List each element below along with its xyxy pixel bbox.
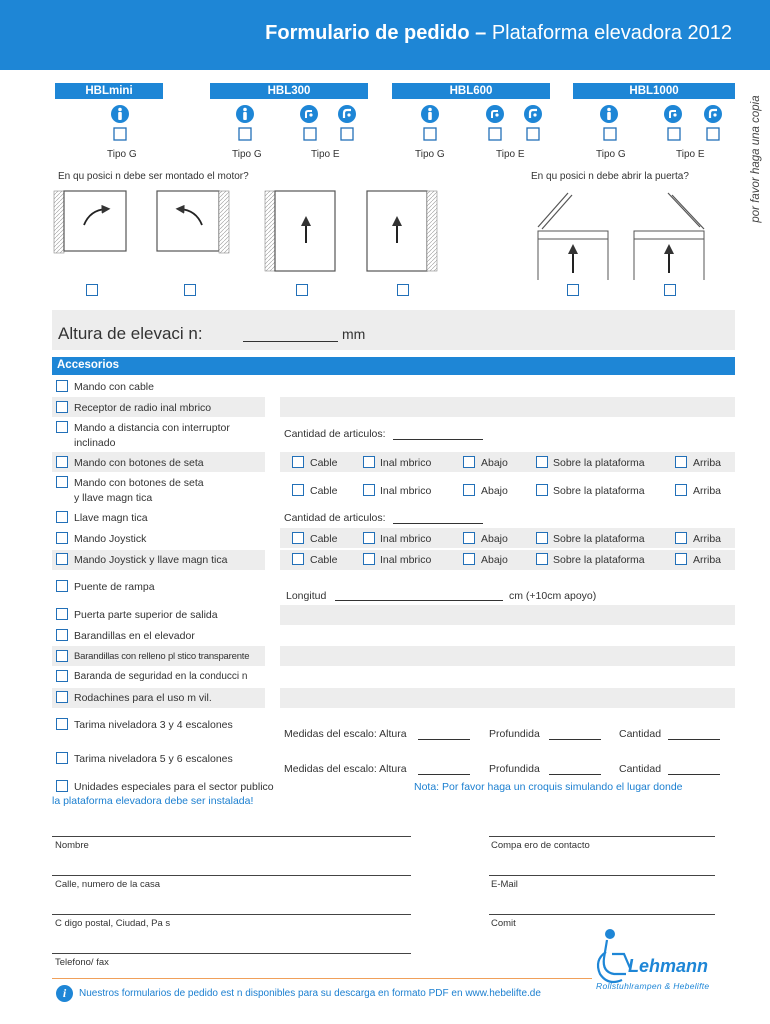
cantidad-label-4: Cantidad	[619, 763, 662, 775]
note-line-2: la plataforma elevadora debe ser instalada!	[52, 795, 254, 807]
side-note: por favor haga una copia	[750, 95, 762, 223]
motor-question: En qu posici n debe ser montado el motor?	[58, 171, 249, 182]
longitud-label: Longitud	[286, 590, 327, 602]
altura-input-1[interactable]	[418, 739, 470, 740]
checkbox-arriba[interactable]	[675, 553, 687, 565]
checkbox-motor-tall-right[interactable]	[397, 284, 409, 296]
checkbox-mando-distancia[interactable]	[56, 421, 68, 433]
model-hblmini: HBLmini	[55, 83, 163, 99]
cantidad-input-1[interactable]	[393, 439, 483, 440]
checkbox-sobre-plataforma[interactable]	[536, 456, 548, 468]
opt-inalambrico: Inal mbrico	[380, 485, 432, 497]
checkbox-barandillas[interactable]	[56, 629, 68, 641]
checkbox-tarima-5-6[interactable]	[56, 752, 68, 764]
checkbox-mini-g	[114, 128, 126, 140]
checkbox-receptor-radio[interactable]	[56, 401, 68, 413]
model-hbl1000: HBL1000	[573, 83, 735, 99]
checkbox-inalambrico[interactable]	[363, 553, 375, 565]
checkbox-rodachines[interactable]	[56, 691, 68, 703]
diagram-motor-right-tall	[367, 191, 437, 271]
acc-botones-seta-llave-2: y llave magn tica	[74, 492, 153, 504]
acc-mando-cable: Mando con cable	[74, 381, 154, 393]
opt-arriba: Arriba	[693, 554, 722, 566]
tipo-1000-g: Tipo G	[596, 149, 626, 160]
acc-llave-magnetica: Llave magn tica	[74, 512, 148, 524]
acc-tarima-3-4: Tarima niveladora 3 y 4 escalones	[74, 719, 233, 731]
lift-height-label: Altura de elevaci n:	[58, 324, 203, 343]
acc-barandillas: Barandillas en el elevador	[74, 630, 195, 642]
row-bg	[280, 397, 735, 417]
cantidad-input-4[interactable]	[668, 774, 720, 775]
email-input[interactable]	[489, 875, 715, 876]
diagram-motor-right	[54, 191, 126, 253]
nombre-label: Nombre	[55, 840, 89, 851]
checkbox-door-right[interactable]	[664, 284, 676, 296]
postal-input[interactable]	[52, 914, 411, 915]
acc-mando-distancia-2: inclinado	[74, 437, 116, 449]
checkbox-cable[interactable]	[292, 532, 304, 544]
cantidad-input-3[interactable]	[668, 739, 720, 740]
checkbox-mando-cable[interactable]	[56, 380, 68, 392]
acc-receptor-radio: Receptor de radio inal mbrico	[74, 402, 212, 414]
row-bg	[280, 688, 735, 708]
checkbox-sobre-plataforma[interactable]	[536, 532, 548, 544]
footer-text: Nuestros formularios de pedido est n disponibles para su descarga en formato PDF en www.hebelifte.de	[79, 988, 541, 999]
page-title: Formulario de pedido – Plataforma elevadora 2012	[265, 22, 732, 44]
checkbox-llave-magnetica[interactable]	[56, 511, 68, 523]
logo-tagline: Rollstuhlrampen & Hebelifte	[596, 981, 710, 991]
acc-botones-seta: Mando con botones de seta	[74, 457, 204, 469]
type-icons-row	[0, 103, 760, 143]
header-banner	[0, 0, 770, 70]
nombre-input[interactable]	[52, 836, 411, 837]
comit-label: Comit	[491, 918, 516, 929]
checkbox-joystick-llave[interactable]	[56, 553, 68, 565]
opt-inalambrico: Inal mbrico	[380, 533, 432, 545]
checkbox-abajo[interactable]	[463, 484, 475, 496]
altura-input-2[interactable]	[418, 774, 470, 775]
accessories-title: Accesorios	[57, 359, 120, 371]
icon-mini-g	[111, 105, 129, 123]
checkbox-botones-seta-llave[interactable]	[56, 476, 68, 488]
opt-abajo: Abajo	[481, 485, 508, 497]
lift-height-input[interactable]	[243, 341, 338, 342]
opt-cable: Cable	[310, 485, 338, 497]
checkbox-cable[interactable]	[292, 456, 304, 468]
checkbox-botones-seta[interactable]	[56, 456, 68, 468]
door-question: En qu posici n debe abrir la puerta?	[531, 171, 689, 182]
checkbox-door-left[interactable]	[567, 284, 579, 296]
checkbox-arriba[interactable]	[675, 456, 687, 468]
acc-puerta-superior: Puerta parte superior de salida	[74, 609, 218, 621]
opt-arriba: Arriba	[693, 457, 722, 469]
profundida-label-2: Profundida	[489, 763, 540, 775]
cantidad-label-1: Cantidad de articulos:	[284, 428, 386, 440]
acc-mando-distancia: Mando a distancia con interruptor	[74, 422, 230, 434]
compa-label: Compa ero de contacto	[491, 840, 590, 851]
logo-name: Lehmann	[628, 956, 709, 976]
postal-label: C digo postal, Ciudad, Pa s	[55, 918, 171, 929]
checkbox-motor-right[interactable]	[86, 284, 98, 296]
diagram-door-right	[634, 193, 704, 280]
checkbox-inalambrico[interactable]	[363, 484, 375, 496]
opt-sobre-plataforma: Sobre la plataforma	[553, 533, 645, 545]
diagram-motor-left-tall	[265, 191, 335, 271]
checkbox-cable[interactable]	[292, 484, 304, 496]
medidas-label-2: Medidas del escalo: Altura	[284, 763, 407, 775]
checkbox-sobre-plataforma[interactable]	[536, 484, 548, 496]
checkbox-barandillas-relleno[interactable]	[56, 650, 68, 662]
opt-abajo: Abajo	[481, 457, 508, 469]
acc-barandillas-relleno: Barandillas con relleno pl stico transparente	[74, 651, 250, 662]
profundida-label-1: Profundida	[489, 728, 540, 740]
acc-baranda-seguridad: Baranda de seguridad en la conducci n	[74, 671, 248, 682]
telefono-input[interactable]	[52, 953, 411, 954]
platform-diagrams	[0, 185, 740, 300]
tipo-600-e: Tipo E	[496, 149, 525, 160]
acc-joystick: Mando Joystick	[74, 533, 147, 545]
tipo-600-g: Tipo G	[415, 149, 445, 160]
calle-label: Calle, numero de la casa	[55, 879, 161, 890]
row-bg	[280, 605, 735, 625]
checkbox-inalambrico[interactable]	[363, 456, 375, 468]
checkbox-motor-left[interactable]	[184, 284, 196, 296]
tipo-1000-e: Tipo E	[676, 149, 705, 160]
compa-input[interactable]	[489, 836, 715, 837]
tipo-mini-g: Tipo G	[107, 149, 137, 160]
email-label: E-Mail	[491, 879, 518, 890]
checkbox-arriba[interactable]	[675, 532, 687, 544]
opt-arriba: Arriba	[693, 533, 722, 545]
tipo-300-g: Tipo G	[232, 149, 262, 160]
checkbox-puerta-superior[interactable]	[56, 608, 68, 620]
opt-inalambrico: Inal mbrico	[380, 457, 432, 469]
checkbox-motor-tall-left[interactable]	[296, 284, 308, 296]
checkbox-baranda-seguridad[interactable]	[56, 670, 68, 682]
opt-abajo: Abajo	[481, 533, 508, 545]
calle-input[interactable]	[52, 875, 411, 876]
checkbox-puente-rampa[interactable]	[56, 580, 68, 592]
diagram-motor-left	[157, 191, 229, 253]
checkbox-abajo[interactable]	[463, 456, 475, 468]
telefono-label: Telefono/ fax	[55, 957, 109, 968]
cantidad-input-2[interactable]	[393, 523, 483, 524]
longitud-input[interactable]	[335, 600, 503, 601]
checkbox-abajo[interactable]	[463, 532, 475, 544]
acc-puente-rampa: Puente de rampa	[74, 581, 155, 593]
checkbox-inalambrico[interactable]	[363, 532, 375, 544]
model-hbl600: HBL600	[392, 83, 550, 99]
cantidad-label-2: Cantidad de articulos:	[284, 512, 386, 524]
lift-height-unit: mm	[342, 326, 366, 342]
opt-inalambrico: Inal mbrico	[380, 554, 432, 566]
opt-sobre-plataforma: Sobre la plataforma	[553, 485, 645, 497]
note-line-1: Nota: Por favor haga un croquis simulando el lugar donde	[414, 781, 683, 793]
checkbox-tarima-3-4[interactable]	[56, 718, 68, 730]
checkbox-arriba[interactable]	[675, 484, 687, 496]
medidas-label-1: Medidas del escalo: Altura	[284, 728, 407, 740]
acc-rodachines: Rodachines para el uso m vil.	[74, 692, 212, 704]
opt-arriba: Arriba	[693, 485, 722, 497]
accessories-header	[52, 357, 735, 375]
opt-abajo: Abajo	[481, 554, 508, 566]
row-bg	[280, 646, 735, 666]
checkbox-cable[interactable]	[292, 553, 304, 565]
profundida-input-2[interactable]	[549, 774, 601, 775]
comit-input[interactable]	[489, 914, 715, 915]
profundida-input-1[interactable]	[549, 739, 601, 740]
checkbox-joystick[interactable]	[56, 532, 68, 544]
opt-cable: Cable	[310, 533, 338, 545]
acc-joystick-llave: Mando Joystick y llave magn tica	[74, 554, 228, 566]
checkbox-abajo[interactable]	[463, 553, 475, 565]
model-hbl300: HBL300	[210, 83, 368, 99]
acc-tarima-5-6: Tarima niveladora 5 y 6 escalones	[74, 753, 233, 765]
opt-sobre-plataforma: Sobre la plataforma	[553, 457, 645, 469]
acc-unidades-especiales: Unidades especiales para el sector publico	[74, 781, 274, 793]
opt-cable: Cable	[310, 554, 338, 566]
checkbox-sobre-plataforma[interactable]	[536, 553, 548, 565]
footer-divider	[52, 978, 592, 979]
longitud-unit: cm (+10cm apoyo)	[509, 590, 597, 602]
info-icon: i	[56, 985, 73, 1002]
acc-botones-seta-llave: Mando con botones de seta	[74, 477, 204, 489]
opt-sobre-plataforma: Sobre la plataforma	[553, 554, 645, 566]
tipo-300-e: Tipo E	[311, 149, 340, 160]
checkbox-unidades-especiales[interactable]	[56, 780, 68, 792]
diagram-door-left	[538, 193, 608, 280]
opt-cable: Cable	[310, 457, 338, 469]
cantidad-label-3: Cantidad	[619, 728, 662, 740]
